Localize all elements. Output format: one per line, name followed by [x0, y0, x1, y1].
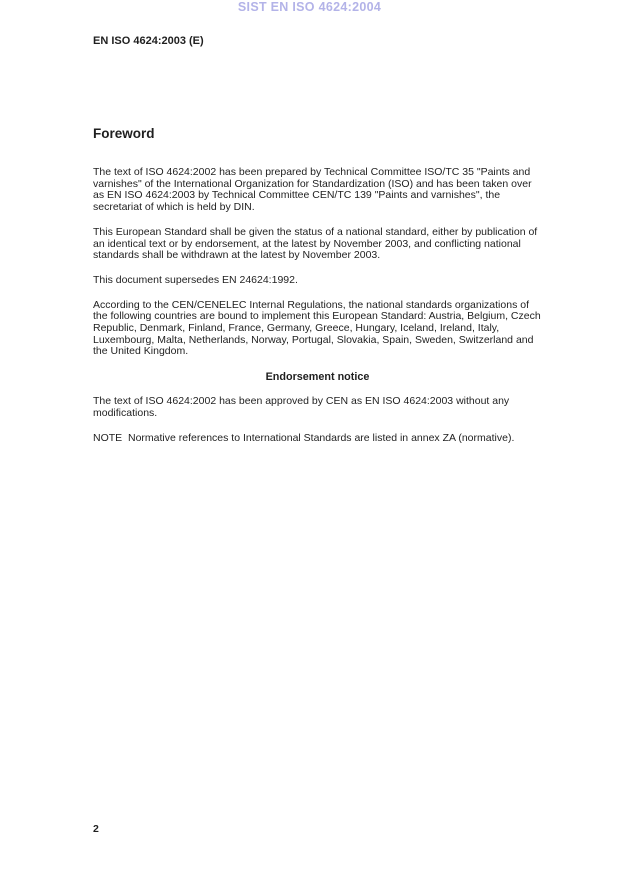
- foreword-heading: Foreword: [93, 126, 155, 141]
- page-number: 2: [93, 823, 99, 835]
- endorsement-note: NOTE Normative references to International Standards are listed in annex ZA (normative).: [93, 431, 515, 444]
- endorsement-notice-heading: Endorsement notice: [265, 371, 370, 384]
- page-body: [93, 126, 542, 457]
- endorsement-paragraph: The text of ISO 4624:2002 has been approved by CEN as EN ISO 4624:2003 without any modifications.: [93, 395, 510, 419]
- foreword-paragraph: This European Standard shall be given the status of a national standard, either by publication of an identical text or by endorsement, at the latest by November 2003, and conflicting national standards shall be withdrawn at the latest by November 2003.: [93, 225, 538, 262]
- sist-watermark-header: SIST EN ISO 4624:2004: [237, 0, 382, 14]
- document-reference-header: EN ISO 4624:2003 (E): [93, 35, 204, 47]
- foreword-paragraph: This document supersedes EN 24624:1992.: [93, 273, 298, 286]
- foreword-paragraph: The text of ISO 4624:2002 has been prepared by Technical Committee ISO/TC 35 "Paints and varnishes" of the International Organization for Standardization (ISO) and has been taken over as EN ISO 4624:2003 by Technical Committee CEN/TC 139 "Paints and varnishes", the secretariat of which is held by DIN.: [93, 166, 532, 214]
- foreword-paragraph: According to the CEN/CENELEC Internal Regulations, the national standards organizations of the following countries are bound to implement this European Standard: Austria, Belgium, Czech Republic, Denmark, Finland, France, Germany, Greece, Hungary, Iceland, Ireland, Italy, Luxembourg, Malta, Netherlands, Norway, Portugal, Slovakia, Spain, Sweden, Switzerland and the United Kingdom.: [93, 298, 541, 358]
